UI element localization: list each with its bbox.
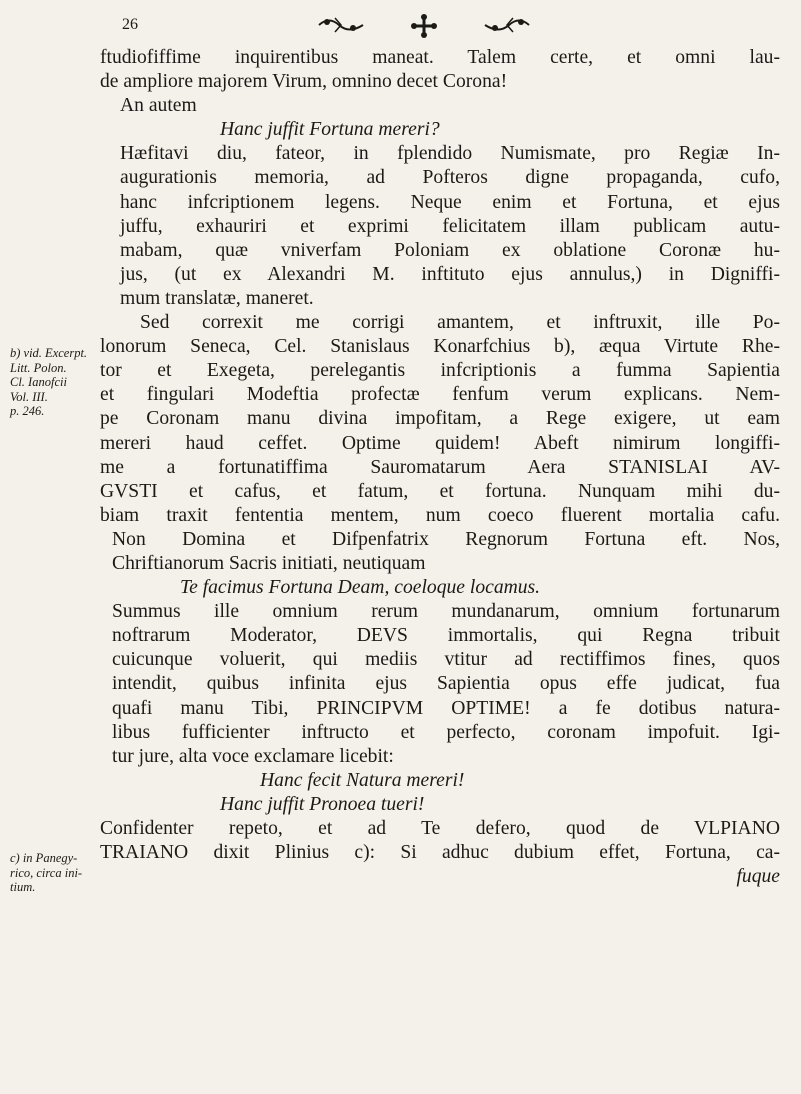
- text-line: de ampliore majorem Virum, omnino decet Corona!: [100, 71, 508, 93]
- text-line: lonorum Seneca, Cel. Stanislaus Konarfchius b), æqua Virtute Rhe-: [100, 336, 780, 358]
- text-line: mum translatæ, maneret.: [120, 287, 314, 309]
- text-line: intendit, quibus infinita ejus Sapientia opus effe judicat, fua: [112, 673, 780, 695]
- text-line: Sed correxit me corrigi amantem, et inftruxit, ille Po-: [140, 312, 780, 334]
- margin-note-line: Vol. III.: [10, 389, 48, 404]
- text-line: mabam, quæ vniverfam Poloniam ex oblatione Coronæ hu-: [120, 239, 780, 261]
- catchword: fuque: [736, 866, 780, 888]
- text-line: tur jure, alta voce exclamare licebit:: [112, 745, 394, 767]
- text-line: GVSTI et cafus, et fatum, et fortuna. Nunquam mihi du-: [100, 480, 780, 502]
- verse-line: Hanc juffit Pronoea tueri!: [220, 793, 425, 815]
- body-text: [100, 46, 780, 889]
- text-line: libus fufficienter inftructo et perfecto, coronam impofuit. Igi-: [112, 721, 780, 743]
- fleuron-right-icon: [483, 14, 531, 36]
- verse-line: Hanc juffit Fortuna mereri?: [220, 119, 440, 141]
- margin-note-line: tium.: [10, 880, 36, 894]
- text-line: jus, (ut ex Alexandri M. inftituto ejus annulus,) in Digniffi-: [120, 263, 780, 285]
- text-line: augurationis memoria, ad Pofteros digne propaganda, cufo,: [120, 167, 780, 189]
- text-line: cuicunque voluerit, qui mediis vtitur ad rectiffimos fines, quos: [112, 649, 780, 671]
- text-line: ftudiofiffime inquirentibus maneat. Talem certe, et omni lau-: [100, 47, 780, 68]
- text-line: pe Coronam manu divina impofitam, a Rege exigere, ut eam: [100, 408, 780, 430]
- page-header: [0, 10, 801, 40]
- text-line: mereri haud ceffet. Optime quidem! Abeft nimirum longiffi-: [100, 432, 780, 454]
- margin-note-b: [10, 346, 98, 419]
- text-line: Confidenter repeto, et ad Te defero, quod de VLPIANO: [100, 818, 780, 839]
- page-number: 26: [122, 16, 138, 33]
- margin-note-line: Cl. Ianofcii: [10, 375, 67, 389]
- header-ornaments: [304, 14, 544, 38]
- margin-note-line: p. 246.: [10, 404, 45, 418]
- margin-note-line: b) vid. Excerpt.: [10, 346, 88, 360]
- text-line: Hæfitavi diu, fateor, in fplendido Numismate, pro Regiæ In-: [120, 143, 780, 165]
- verse-line: Te facimus Fortuna Deam, coeloque locamus.: [180, 577, 541, 599]
- verse-line: Hanc fecit Natura mereri!: [260, 769, 465, 791]
- margin-note-line: Litt. Polon.: [10, 360, 67, 375]
- text-line: noftrarum Moderator, DEVS immortalis, qui Regna tribuit: [112, 625, 780, 647]
- text-line: quafi manu Tibi, PRINCIPVM OPTIME! a fe dotibus natura-: [112, 697, 780, 719]
- text-line: tor et Exegeta, perelegantis infcriptionis a fumma Sapientia: [100, 360, 780, 382]
- text-line: biam traxit fententia mentem, num coeco fluerent mortalia cafu.: [100, 504, 780, 526]
- text-line: juffu, exhauriri et exprimi felicitatem illam publicam autu-: [120, 215, 780, 237]
- text-line: Summus ille omnium rerum mundanarum, omnium fortunarum: [112, 601, 780, 623]
- text-line: An autem: [120, 95, 197, 117]
- text-line: et fingulari Modeftia profectæ fenfum verum explicans. Nem-: [100, 384, 780, 406]
- fleuron-left-icon: [317, 14, 365, 36]
- margin-note-c: [10, 851, 98, 895]
- text-line: hanc infcriptionem legens. Neque enim et Fortuna, et ejus: [120, 191, 780, 213]
- text-line: TRAIANO dixit Plinius c): Si adhuc dubium effet, Fortuna, ca-: [100, 842, 780, 864]
- text-line: Chriftianorum Sacris initiati, neutiquam: [112, 552, 426, 574]
- margin-note-line: c) in Panegy-: [10, 851, 78, 865]
- margin-note-line: rico, circa ini-: [10, 865, 83, 880]
- text-line: me a fortunatiffima Sauromatarum Aera STANISLAI AV-: [100, 456, 780, 478]
- cross-fleuron-icon: [411, 14, 437, 38]
- text-line: Non Domina et Difpenfatrix Regnorum Fortuna eft. Nos,: [112, 528, 780, 550]
